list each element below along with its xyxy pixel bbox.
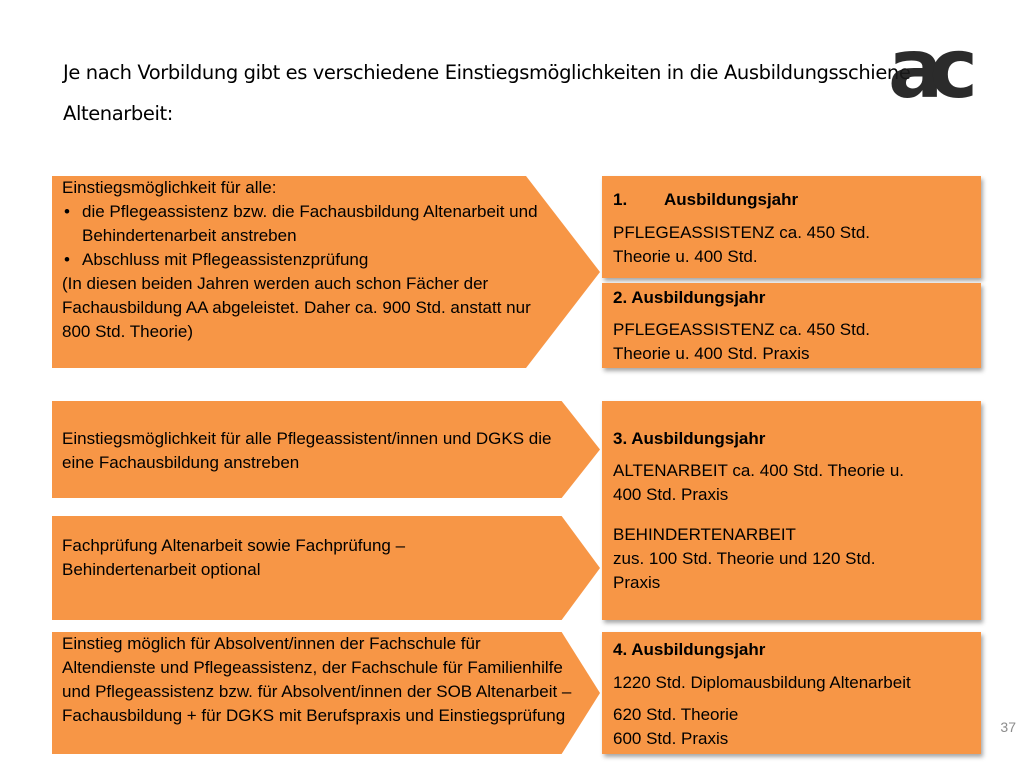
year-4-heading: 4. Ausbildungsjahr (613, 640, 766, 659)
page-number: 37 (1000, 719, 1016, 735)
year-3-para2-line-3: Praxis (613, 573, 661, 592)
year-4-text (613, 638, 973, 751)
year-2-text (613, 286, 973, 366)
year-3-text (613, 427, 973, 595)
year-1-number: 1. (613, 190, 628, 209)
slide-title (63, 52, 943, 134)
entry-box-all-note: (In diesen beiden Jahren werden auch schon Fächer der Fachausbildung AA abgeleistet. Daher ca. 900 Std. anstatt nur 800 Std. Theorie) (62, 274, 531, 341)
year-1-line-1: PFLEGEASSISTENZ ca. 450 Std. (613, 223, 870, 242)
year-3-para2-line-2: zus. 100 Std. Theorie und 120 Std. (613, 549, 876, 568)
year-2-line-1: PFLEGEASSISTENZ ca. 450 Std. (613, 320, 870, 339)
year-3-para1-line-2: 400 Std. Praxis (613, 485, 729, 504)
year-3-para1-line-1: ALTENARBEIT ca. 400 Std. Theorie u. (613, 461, 905, 480)
entry-box-all-heading: Einstiegsmöglichkeit für alle: (62, 178, 277, 197)
year-2-line-2: Theorie u. 400 Std. Praxis (613, 344, 810, 363)
year-1-text (613, 188, 973, 269)
year-4-para2-line-1: 620 Std. Theorie (613, 705, 739, 724)
entry-box-assistants-text: Einstiegsmöglichkeit für alle Pflegeassistent/innen und DGKS die eine Fachausbildung anstreben (62, 429, 552, 472)
ac-logo: ac (888, 22, 964, 117)
year-4-line-1: 1220 Std. Diplomausbildung Altenarbeit (613, 673, 911, 692)
year-3-para2-line-1: BEHINDERTENARBEIT (613, 525, 796, 544)
entry-box-graduates-text: Einstieg möglich für Absolvent/innen der Fachschule für Altendienste und Pflegeassistenz, der Fachschule für Familienhilfe und Pflegeassistenz bzw. für Absolvent/innen der SOB Altenarbeit – Fachausbildung + für DGKS mit Berufspraxis und Einstiegsprüfung (62, 634, 572, 725)
year-1-heading (613, 188, 973, 212)
entry-bullet-2: • Abschluss mit Pflegeassistenzprüfung (62, 248, 542, 272)
year-1-label: Ausbildungsjahr (664, 190, 799, 209)
year-4-para2-line-2: 600 Std. Praxis (613, 729, 729, 748)
entry-box-all-bullets (62, 200, 542, 272)
entry-box-all-text (62, 176, 542, 344)
title-line-1: Je nach Vorbildung gibt es verschiedene Einstiegsmöglichkeiten in die Ausbildungsschiene (63, 61, 911, 84)
year-1-line-2: Theorie u. 400 Std. (613, 247, 758, 266)
title-line-2: Altenarbeit: (63, 102, 173, 125)
entry-bullet-1: • die Pflegeassistenz bzw. die Fachausbildung Altenarbeit und Behindertenarbeit anstreben (62, 200, 542, 248)
year-2-heading: 2. Ausbildungsjahr (613, 288, 766, 307)
year-3-heading: 3. Ausbildungsjahr (613, 429, 766, 448)
entry-box-exam-text: Fachprüfung Altenarbeit sowie Fachprüfung – Behindertenarbeit optional (62, 536, 406, 579)
